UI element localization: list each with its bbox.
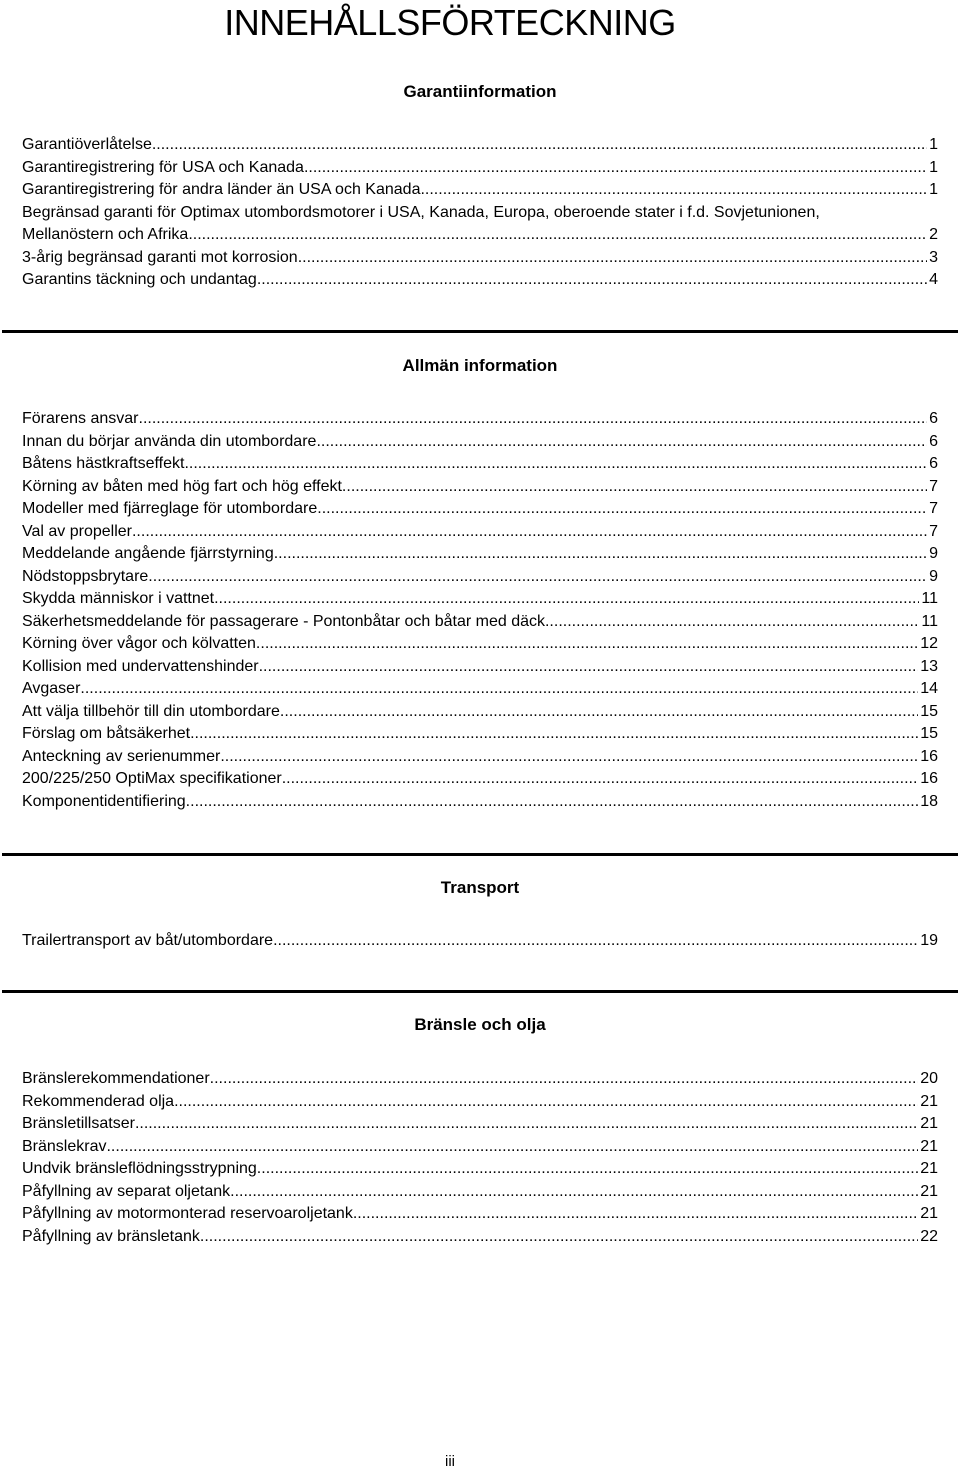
toc-entry[interactable] <box>22 1136 938 1159</box>
toc-entry-title-line1: Begränsad garanti för Optimax utombordsmotorer i USA, Kanada, Europa, oberoende stater i f.d. Sovjetunionen, <box>22 203 820 221</box>
toc-entry-title: Komponentidentifiering <box>22 792 186 810</box>
dot-leader <box>135 1113 918 1136</box>
toc-entry-page: 13 <box>920 657 938 675</box>
toc-entry-title: Undvik bränsleflödningsstrypning <box>22 1160 257 1177</box>
toc-entry-title: Meddelande angående fjärrstyrning <box>22 545 274 562</box>
toc-entry[interactable] <box>22 498 938 521</box>
toc-list-allman-information <box>22 408 938 813</box>
toc-entry-title: Körning över vågor och kölvatten <box>22 635 256 652</box>
dot-leader <box>259 656 919 679</box>
dot-leader <box>200 1226 918 1249</box>
dot-leader <box>282 768 918 791</box>
dot-leader <box>80 678 918 701</box>
toc-entry[interactable] <box>22 1113 938 1136</box>
toc-entry-page: 15 <box>920 702 938 720</box>
toc-entry-title: Bränsletillsatser <box>22 1115 135 1132</box>
toc-entry-page: 21 <box>920 1137 938 1155</box>
toc-entry-page: 20 <box>920 1070 938 1087</box>
toc-entry-page: 7 <box>929 477 938 495</box>
toc-entry-title: Påfyllning av motormonterad reservoaroljetank <box>22 1205 353 1222</box>
dot-leader <box>298 247 927 270</box>
toc-entry[interactable] <box>22 701 938 724</box>
toc-entry-title: Kollision med undervattenshinder <box>22 657 259 675</box>
toc-entry-title: Garantiregistrering för USA och Kanada <box>22 158 304 176</box>
toc-entry-title: Påfyllning av bränsletank <box>22 1227 200 1245</box>
toc-entry-title: 200/225/250 OptiMax specifikationer <box>22 770 282 787</box>
toc-entry-page: 6 <box>929 455 938 472</box>
toc-entry-title: Garantins täckning och undantag <box>22 271 257 288</box>
toc-entry-title: Förslag om båtsäkerhet <box>22 725 191 742</box>
dot-leader <box>317 498 927 521</box>
toc-entry-page: 12 <box>920 635 938 652</box>
dot-leader <box>304 157 927 180</box>
dot-leader <box>132 521 927 544</box>
toc-entry[interactable] <box>22 431 938 454</box>
section-heading-bransle-och-olja: Bränsle och olja <box>414 1015 546 1034</box>
section-divider <box>2 990 958 993</box>
toc-entry-title: Skydda människor i vattnet <box>22 590 215 607</box>
dot-leader <box>214 588 919 611</box>
toc-entry-page: 9 <box>929 567 938 585</box>
dot-leader <box>220 746 918 769</box>
toc-entry-page: 6 <box>929 410 938 427</box>
toc-entry-title: Nödstoppsbrytare <box>22 567 149 585</box>
toc-entry-page: 4 <box>929 271 938 288</box>
toc-entry-title: Avgaser <box>22 680 81 697</box>
toc-entry[interactable] <box>22 179 938 202</box>
toc-entry-page: 14 <box>920 680 938 697</box>
toc-entry-page: 9 <box>929 545 938 562</box>
toc-entry[interactable] <box>22 566 938 589</box>
toc-entry-page: 2 <box>929 226 938 243</box>
dot-leader <box>257 1158 918 1181</box>
toc-entry[interactable] <box>22 157 938 180</box>
toc-entry[interactable] <box>22 134 938 157</box>
toc-entry-title: Att välja tillbehör till din utombordare <box>22 702 280 720</box>
dot-leader <box>257 269 927 292</box>
toc-entry-title: Garantiregistrering för andra länder än USA och Kanada <box>22 181 421 198</box>
toc-entry-title: Innan du börjar använda din utombordare <box>22 432 317 450</box>
section-heading-allman-information: Allmän information <box>402 356 558 375</box>
dot-leader <box>342 476 927 499</box>
toc-entry-page: 1 <box>929 136 938 153</box>
toc-entry-title: Bränslekrav <box>22 1137 107 1155</box>
toc-entry-page: 7 <box>929 522 938 540</box>
dot-leader <box>152 134 927 157</box>
toc-entry[interactable] <box>22 1226 938 1249</box>
toc-entry-page: 21 <box>920 1182 938 1200</box>
toc-entry[interactable] <box>22 1091 938 1114</box>
toc-entry-title: Bränslerekommendationer <box>22 1070 210 1087</box>
toc-entry-title: Körning av båten med hög fart och hög effekt <box>22 477 342 495</box>
toc-entry-title: Förarens ansvar <box>22 410 139 427</box>
dot-leader <box>230 1181 918 1204</box>
toc-entry[interactable] <box>22 1068 938 1091</box>
toc-entry[interactable] <box>22 202 938 247</box>
toc-entry-page: 11 <box>921 612 938 630</box>
toc-entry-title: Modeller med fjärreglage för utombordare <box>22 500 318 517</box>
toc-entry[interactable] <box>22 588 938 611</box>
dot-leader <box>256 633 918 656</box>
toc-entry-title: Båtens hästkraftseffekt <box>22 455 185 472</box>
toc-entry[interactable] <box>22 1203 938 1226</box>
toc-entry[interactable] <box>22 791 938 814</box>
toc-entry-page: 21 <box>920 1092 938 1110</box>
toc-entry[interactable] <box>22 678 938 701</box>
toc-entry-page: 16 <box>920 747 938 765</box>
toc-entry-page: 19 <box>920 932 938 949</box>
dot-leader <box>280 701 918 724</box>
dot-leader <box>420 179 927 202</box>
toc-entry-page: 6 <box>929 432 938 450</box>
toc-entry-title: Säkerhetsmeddelande för passagerare - Pontonbåtar och båtar med däck <box>22 612 545 630</box>
toc-entry-page: 1 <box>929 158 938 176</box>
toc-entry-title: 3-årig begränsad garanti mot korrosion <box>22 248 298 266</box>
toc-entry[interactable] <box>22 656 938 679</box>
toc-entry-title: Rekommenderad olja <box>22 1092 175 1110</box>
toc-entry-title: Val av propeller <box>22 522 132 540</box>
toc-entry[interactable] <box>22 408 938 431</box>
section-divider <box>2 330 958 333</box>
toc-entry-page: 3 <box>929 248 938 266</box>
toc-entry[interactable] <box>22 1181 938 1204</box>
section-heading-garantiinformation: Garantiinformation <box>403 82 557 101</box>
dot-leader <box>186 791 919 814</box>
toc-entry-title: Anteckning av serienummer <box>22 747 221 765</box>
dot-leader <box>273 930 918 953</box>
dot-leader <box>210 1068 919 1091</box>
toc-entry-title: Garantiöverlåtelse <box>22 136 152 153</box>
toc-entry-page: 22 <box>920 1227 938 1245</box>
toc-entry[interactable] <box>22 247 938 270</box>
toc-entry[interactable] <box>22 269 938 292</box>
toc-entry-title: Påfyllning av separat oljetank <box>22 1182 231 1200</box>
toc-entry[interactable] <box>22 543 938 566</box>
toc-entry-page: 7 <box>929 500 938 517</box>
toc-entry-page: 16 <box>920 770 938 787</box>
dot-leader <box>174 1091 918 1114</box>
page-title: INNEHÅLLSFÖRTECKNING <box>224 2 676 43</box>
toc-entry-page: 21 <box>920 1115 938 1132</box>
dot-leader <box>139 408 928 431</box>
toc-list-transport <box>22 930 938 953</box>
toc-entry[interactable] <box>22 453 938 476</box>
dot-leader <box>190 723 918 746</box>
toc-entry[interactable] <box>22 746 938 769</box>
toc-entry-page: 1 <box>929 181 938 198</box>
section-divider <box>2 853 958 856</box>
toc-entry-title-line2: Mellanöstern och Afrika <box>22 226 189 243</box>
toc-entry[interactable] <box>22 611 938 634</box>
toc-entry[interactable] <box>22 1158 938 1181</box>
dot-leader <box>106 1136 918 1159</box>
dot-leader <box>353 1203 918 1226</box>
toc-entry-page: 21 <box>920 1205 938 1222</box>
toc-entry-page: 18 <box>920 792 938 810</box>
toc-entry[interactable] <box>22 723 938 746</box>
toc-entry-page: 21 <box>920 1160 938 1177</box>
dot-leader <box>274 543 927 566</box>
toc-entry[interactable] <box>22 476 938 499</box>
dot-leader <box>188 224 927 247</box>
toc-list-garantiinformation <box>22 134 938 292</box>
dot-leader <box>184 453 927 476</box>
toc-entry[interactable] <box>22 521 938 544</box>
toc-entry[interactable] <box>22 768 938 791</box>
page-number: iii <box>445 1453 455 1470</box>
toc-entry[interactable] <box>22 930 938 953</box>
toc-entry-page: 11 <box>921 590 938 607</box>
dot-leader <box>148 566 927 589</box>
toc-entry[interactable] <box>22 633 938 656</box>
section-heading-transport: Transport <box>440 878 520 897</box>
dot-leader <box>545 611 919 634</box>
dot-leader <box>316 431 927 454</box>
toc-entry-page: 15 <box>920 725 938 742</box>
toc-list-bransle-och-olja <box>22 1068 938 1248</box>
toc-entry-title: Trailertransport av båt/utombordare <box>22 932 274 949</box>
